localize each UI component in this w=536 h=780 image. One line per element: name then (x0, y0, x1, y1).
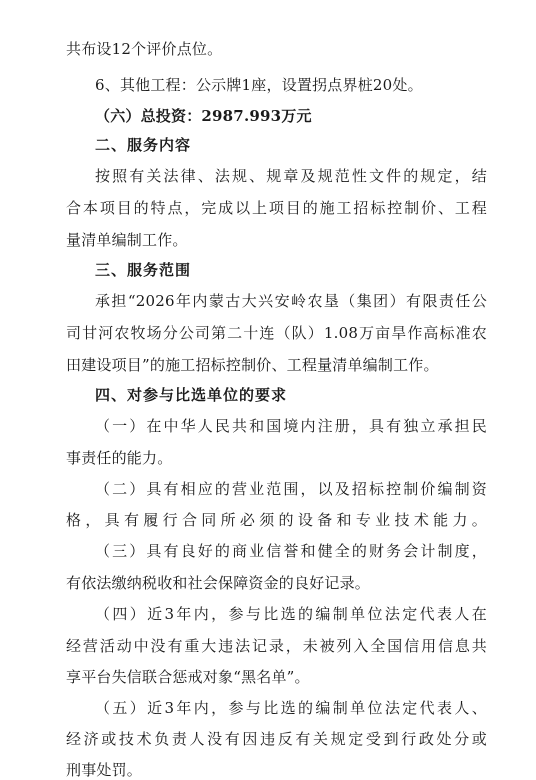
text-line: 合本项目的特点，完成以上项目的施工招标控制价、工程 (66, 199, 487, 217)
text-line: 量清单编制工作。 (66, 231, 188, 249)
text-line: （三）具有良好的商业信誉和健全的财务会计制度， (95, 542, 487, 560)
text-line: 刑事处罚。 (66, 761, 143, 779)
text-line: 司甘河农牧场分公司第二十连（队）1.08万亩旱作高标准农 (66, 324, 487, 342)
text-line: （二）具有相应的营业范围，以及招标控制价编制资 (95, 480, 487, 498)
text-line: 田建设项目”的施工招标控制价、工程量清单编制工作。 (66, 356, 439, 374)
text-line: 经营活动中没有重大违法记录，未被列入全国信用信息共 (66, 637, 487, 655)
text-line: 有依法缴纳税收和社会保障资金的良好记录。 (66, 574, 371, 592)
text-line: 经济或技术负责人没有因违反有关规定受到行政处分或 (66, 730, 487, 748)
text-line: 共布设12个评价点位。 (66, 40, 223, 58)
text-line: （五）近3年内，参与比选的编制单位法定代表人、 (95, 699, 487, 717)
text-line: 按照有关法律、法规、规章及规范性文件的规定，结 (95, 167, 487, 185)
text-line: 格，具有履行合同所必须的设备和专业技术能力。 (66, 511, 487, 529)
text-line: （四）近3年内，参与比选的编制单位法定代表人在 (95, 605, 487, 623)
text-line: 事责任的能力。 (66, 449, 173, 467)
text-line: 6、其他工程：公示牌1座，设置拐点界桩20处。 (95, 76, 423, 94)
text-line: （一）在中华人民共和国境内注册，具有独立承担民 (95, 417, 487, 435)
text-line: 承担“2026年内蒙古大兴安岭农垦（集团）有限责任公 (95, 292, 487, 310)
section-heading: （六）总投资：2987.993万元 (95, 107, 312, 125)
text-line: 享平台失信联合惩戒对象“黑名单”。 (66, 668, 310, 686)
section-heading: 四、对参与比选单位的要求 (95, 386, 288, 404)
section-heading: 二、服务内容 (95, 136, 192, 154)
section-heading: 三、服务范围 (95, 261, 192, 279)
